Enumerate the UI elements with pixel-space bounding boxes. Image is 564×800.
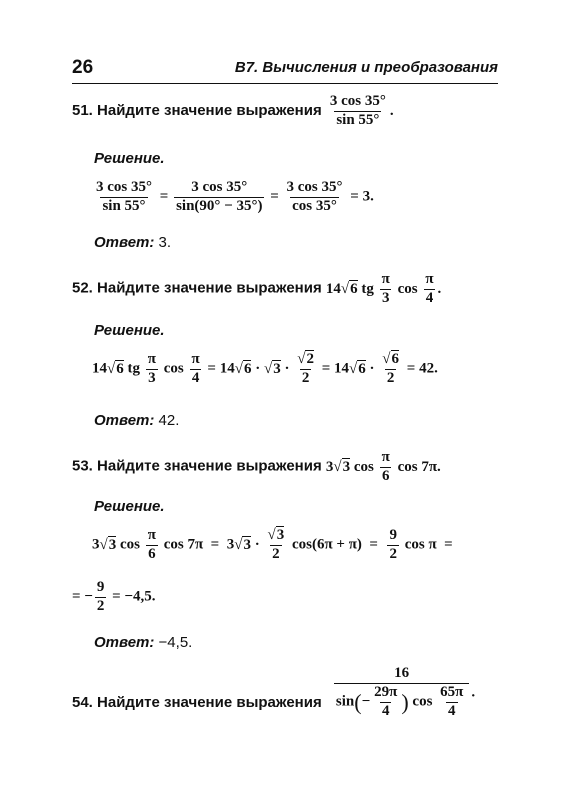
- solution-label: Решение.: [94, 498, 165, 515]
- formula: 16 sin(− $\frac{29\pi}{4}$ ) cos $\frac{65\pi}{4}$: [334, 666, 470, 719]
- problem-54-statement: 54. Найдите значение выражения 16 sin(− $\frac{29\pi}{4}$ ) cos $\frac{65\pi}{4}$ .: [72, 665, 476, 719]
- answer-label: Ответ:: [94, 412, 155, 429]
- answer-label: Ответ:: [94, 634, 155, 651]
- problem-52-statement: [72, 272, 441, 307]
- page-header: [72, 57, 498, 83]
- answer-label: Ответ:: [94, 234, 155, 251]
- answer-value: 3.: [158, 234, 172, 251]
- task-text: Найдите значение выражения: [97, 102, 322, 120]
- answer-53: [94, 634, 192, 651]
- solution-53-formula-line-2: = − $\frac{9}{2}$ = −4,5.: [72, 579, 156, 614]
- section-title: В7. Вычисления и преобразования: [234, 59, 498, 76]
- answer-51: [94, 234, 171, 251]
- problem-number: 54.: [72, 693, 93, 711]
- answer-52: [94, 412, 179, 429]
- task-text: Найдите значение выражения: [97, 693, 322, 711]
- header-rule: [72, 83, 498, 84]
- problem-53-statement: [72, 450, 441, 485]
- solution-label: Решение.: [94, 150, 165, 167]
- problem-51-statement: 51. Найдите значение выражения $\frac{3 \cos 35^\circ}{\sin 55^\circ}$ .: [72, 93, 394, 128]
- answer-value: 42.: [158, 412, 180, 429]
- problem-number: 51.: [72, 102, 93, 120]
- solution-53-formula-line-1: 3√3 cos $\frac{\pi}{6}$ cos 7π = 3√3 · $\frac{√3}{2}$ cos(6π + π) = $\frac{9}{2}$ cos π =: [92, 527, 453, 562]
- problem-number: 53.: [72, 457, 93, 475]
- formula: 3√3 cos $\frac{\pi}{6}$ cos 7π.: [325, 449, 441, 484]
- solution-label: Решение.: [94, 322, 165, 339]
- solution-52-formula: 14√6 tg $\frac{\pi}{3}$ cos $\frac{\pi}{4}$ = 14√6 · √3 · $\frac{√2}{2}$ = 14√6 · $\frac{√6}{2}$ = 42.: [92, 351, 438, 386]
- problem-number: 52.: [72, 279, 93, 297]
- formula: $\frac{3 \cos 35^\circ}{\sin 55^\circ}$: [329, 93, 386, 128]
- page-number: 26: [72, 57, 94, 78]
- task-text: Найдите значение выражения: [97, 457, 322, 475]
- task-text: Найдите значение выражения: [97, 279, 322, 297]
- formula: 14√6 tg $\frac{\pi}{3}$ cos $\frac{\pi}{4}$ .: [325, 271, 442, 306]
- solution-51-formula: $\frac{3 \cos 35^\circ}{\sin 55^\circ}$ = $\frac{3 \cos 35^\circ}{\sin(90^\circ - 35^\circ)}$ = $\frac{3 \cos 35^\circ}{\cos 35^\circ}$ = 3.: [96, 179, 374, 214]
- answer-value: −4,5.: [158, 634, 193, 651]
